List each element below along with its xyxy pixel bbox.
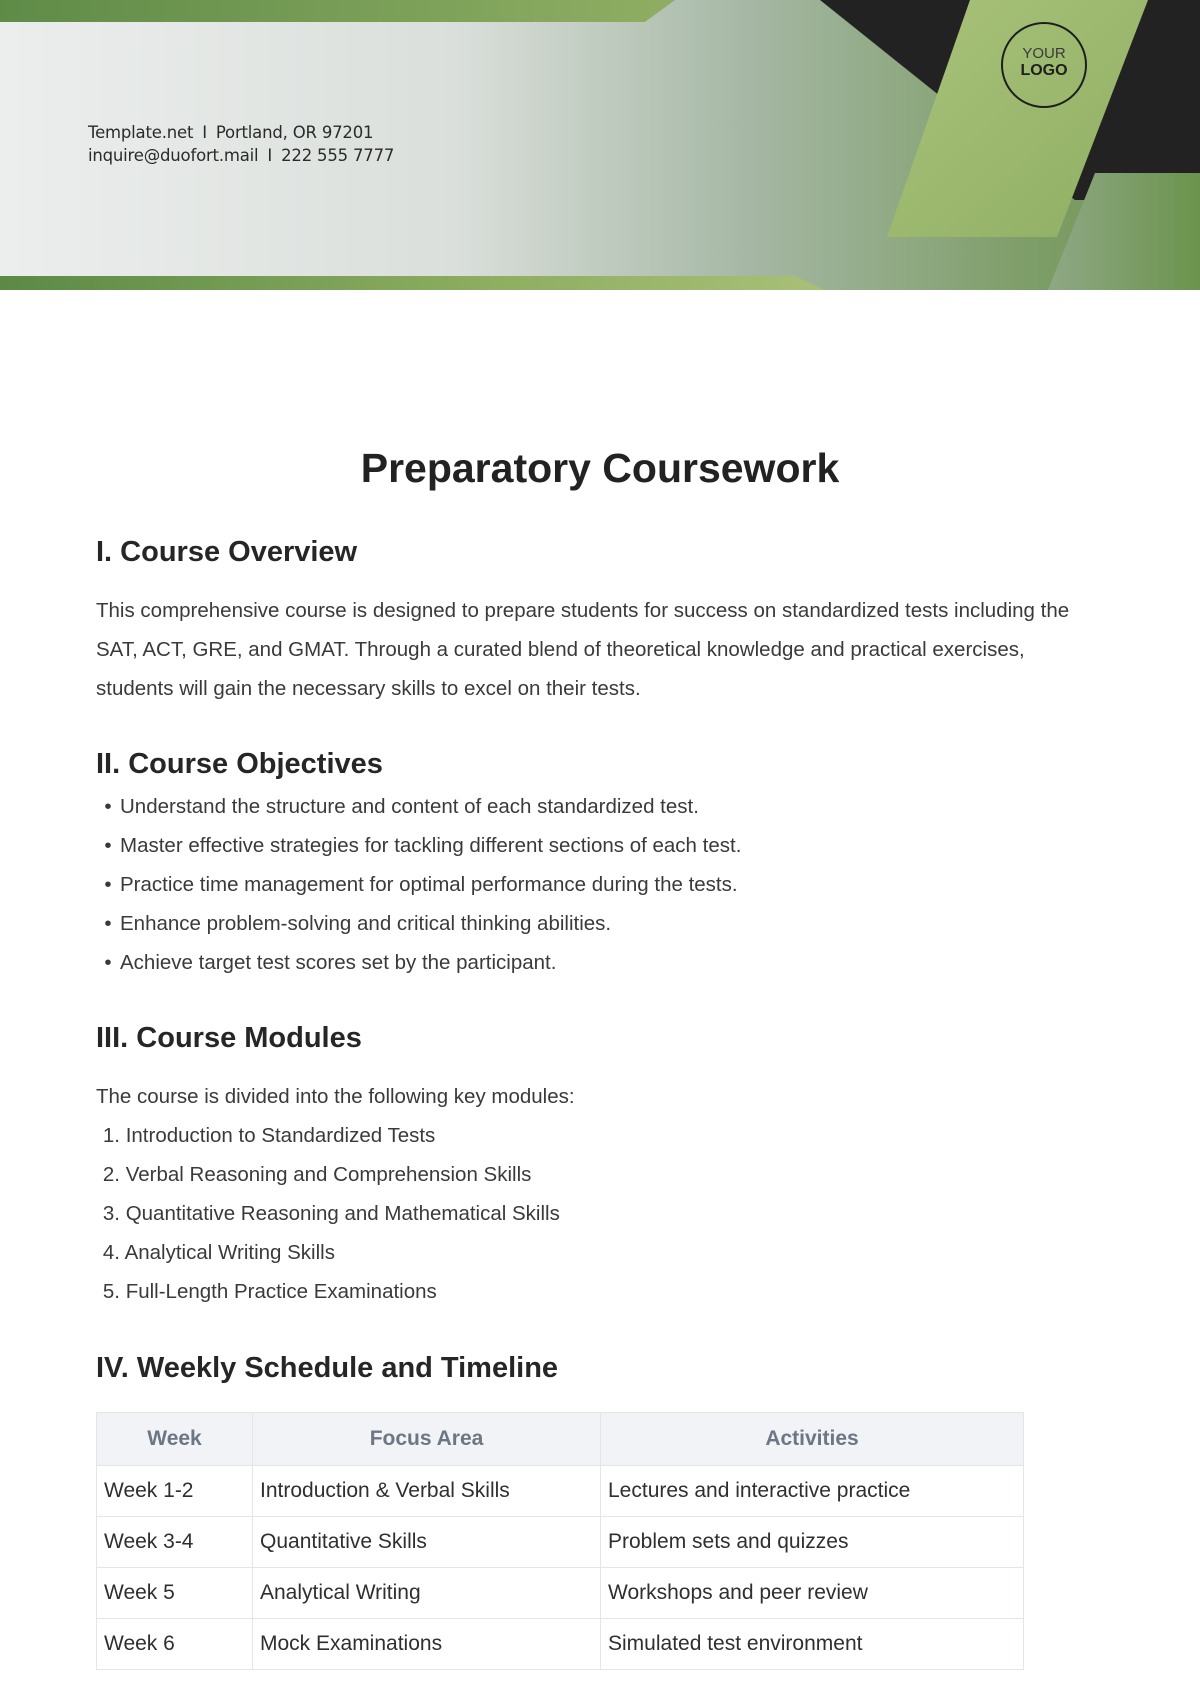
phone[interactable]: 222 555 7777 (281, 146, 395, 165)
column-header-week: Week (97, 1413, 253, 1466)
list-number: 4. (102, 1241, 120, 1264)
contact-info (88, 121, 394, 167)
list-item (96, 904, 741, 943)
cell-week: Week 5 (97, 1568, 253, 1619)
cell-focus-area: Introduction & Verbal Skills (253, 1466, 601, 1517)
cell-activities: Workshops and peer review (601, 1568, 1024, 1619)
logo-text-logo: LOGO (1020, 62, 1068, 79)
bullet-marker: • (104, 951, 112, 974)
list-item-text: Achieve target test scores set by the participant. (120, 951, 557, 974)
contact-line-email-phone (88, 144, 394, 167)
list-number: 3. (102, 1202, 120, 1225)
objectives-list (96, 787, 741, 982)
cell-activities: Simulated test environment (601, 1619, 1024, 1670)
list-item-text: Introduction to Standardized Tests (125, 1124, 436, 1147)
list-item (96, 865, 741, 904)
modules-list (96, 1116, 560, 1311)
cell-activities: Problem sets and quizzes (601, 1517, 1024, 1568)
table-row (97, 1619, 1024, 1670)
list-item-text: Verbal Reasoning and Comprehension Skills (125, 1163, 532, 1186)
modules-intro: The course is divided into the following key modules: (96, 1085, 575, 1108)
list-item-text: Understand the structure and content of each standardized test. (120, 795, 699, 818)
list-item-text: Master effective strategies for tackling different sections of each test. (120, 834, 742, 857)
separator: I (267, 146, 273, 165)
list-number: 2. (102, 1163, 120, 1186)
column-header-focus-area: Focus Area (253, 1413, 601, 1466)
contact-line-address (88, 121, 394, 144)
table-header-row (97, 1413, 1024, 1466)
separator: I (202, 123, 207, 142)
list-number: 5. (102, 1280, 120, 1303)
bullet-marker: • (104, 912, 112, 935)
list-item (96, 943, 741, 982)
list-item (96, 1116, 560, 1155)
email[interactable]: inquire@duofort.mail (88, 146, 259, 165)
cell-focus-area: Quantitative Skills (253, 1517, 601, 1568)
list-item (96, 787, 741, 826)
cell-focus-area: Analytical Writing (253, 1568, 601, 1619)
list-item (96, 1272, 560, 1311)
cell-activities: Lectures and interactive practice (601, 1466, 1024, 1517)
address: Portland, OR 97201 (215, 123, 374, 142)
table-row (97, 1568, 1024, 1619)
section-heading-modules: III. Course Modules (96, 1022, 362, 1054)
bullet-marker: • (104, 834, 112, 857)
cell-week: Week 6 (97, 1619, 253, 1670)
cell-week: Week 3-4 (97, 1517, 253, 1568)
table-row (97, 1466, 1024, 1517)
list-item-text: Practice time management for optimal performance during the tests. (120, 873, 738, 896)
list-item-text: Enhance problem-solving and critical thinking abilities. (120, 912, 612, 935)
section-heading-objectives: II. Course Objectives (96, 748, 383, 780)
cell-week: Week 1-2 (97, 1466, 253, 1517)
schedule-table (96, 1412, 1024, 1670)
overview-paragraph: This comprehensive course is designed to prepare students for success on standardized tests including the SAT, ACT, GRE, and GMAT. Through a curated blend of theoretical knowledge and practical exercises, students will gain the necessary skills to excel on their tests. (96, 599, 1070, 700)
list-item (96, 1233, 560, 1272)
list-item-text: Analytical Writing Skills (124, 1241, 335, 1264)
list-item (96, 1194, 560, 1233)
section-heading-schedule: IV. Weekly Schedule and Timeline (96, 1352, 559, 1384)
list-item (96, 1155, 560, 1194)
list-item-text: Full-Length Practice Examinations (125, 1280, 437, 1303)
list-item-text: Quantitative Reasoning and Mathematical Skills (125, 1202, 560, 1225)
table-row (97, 1517, 1024, 1568)
cell-focus-area: Mock Examinations (253, 1619, 601, 1670)
company-name: Template.net (88, 123, 194, 142)
list-number: 1. (102, 1124, 120, 1147)
page-title: Preparatory Coursework (360, 445, 840, 491)
logo-badge (1001, 22, 1087, 108)
bullet-marker: • (104, 795, 112, 818)
section-heading-overview: I. Course Overview (96, 536, 358, 568)
list-item (96, 826, 741, 865)
logo-text-your: YOUR (1022, 45, 1066, 62)
column-header-activities: Activities (601, 1413, 1024, 1466)
bullet-marker: • (104, 873, 112, 896)
page-header (0, 0, 1200, 290)
